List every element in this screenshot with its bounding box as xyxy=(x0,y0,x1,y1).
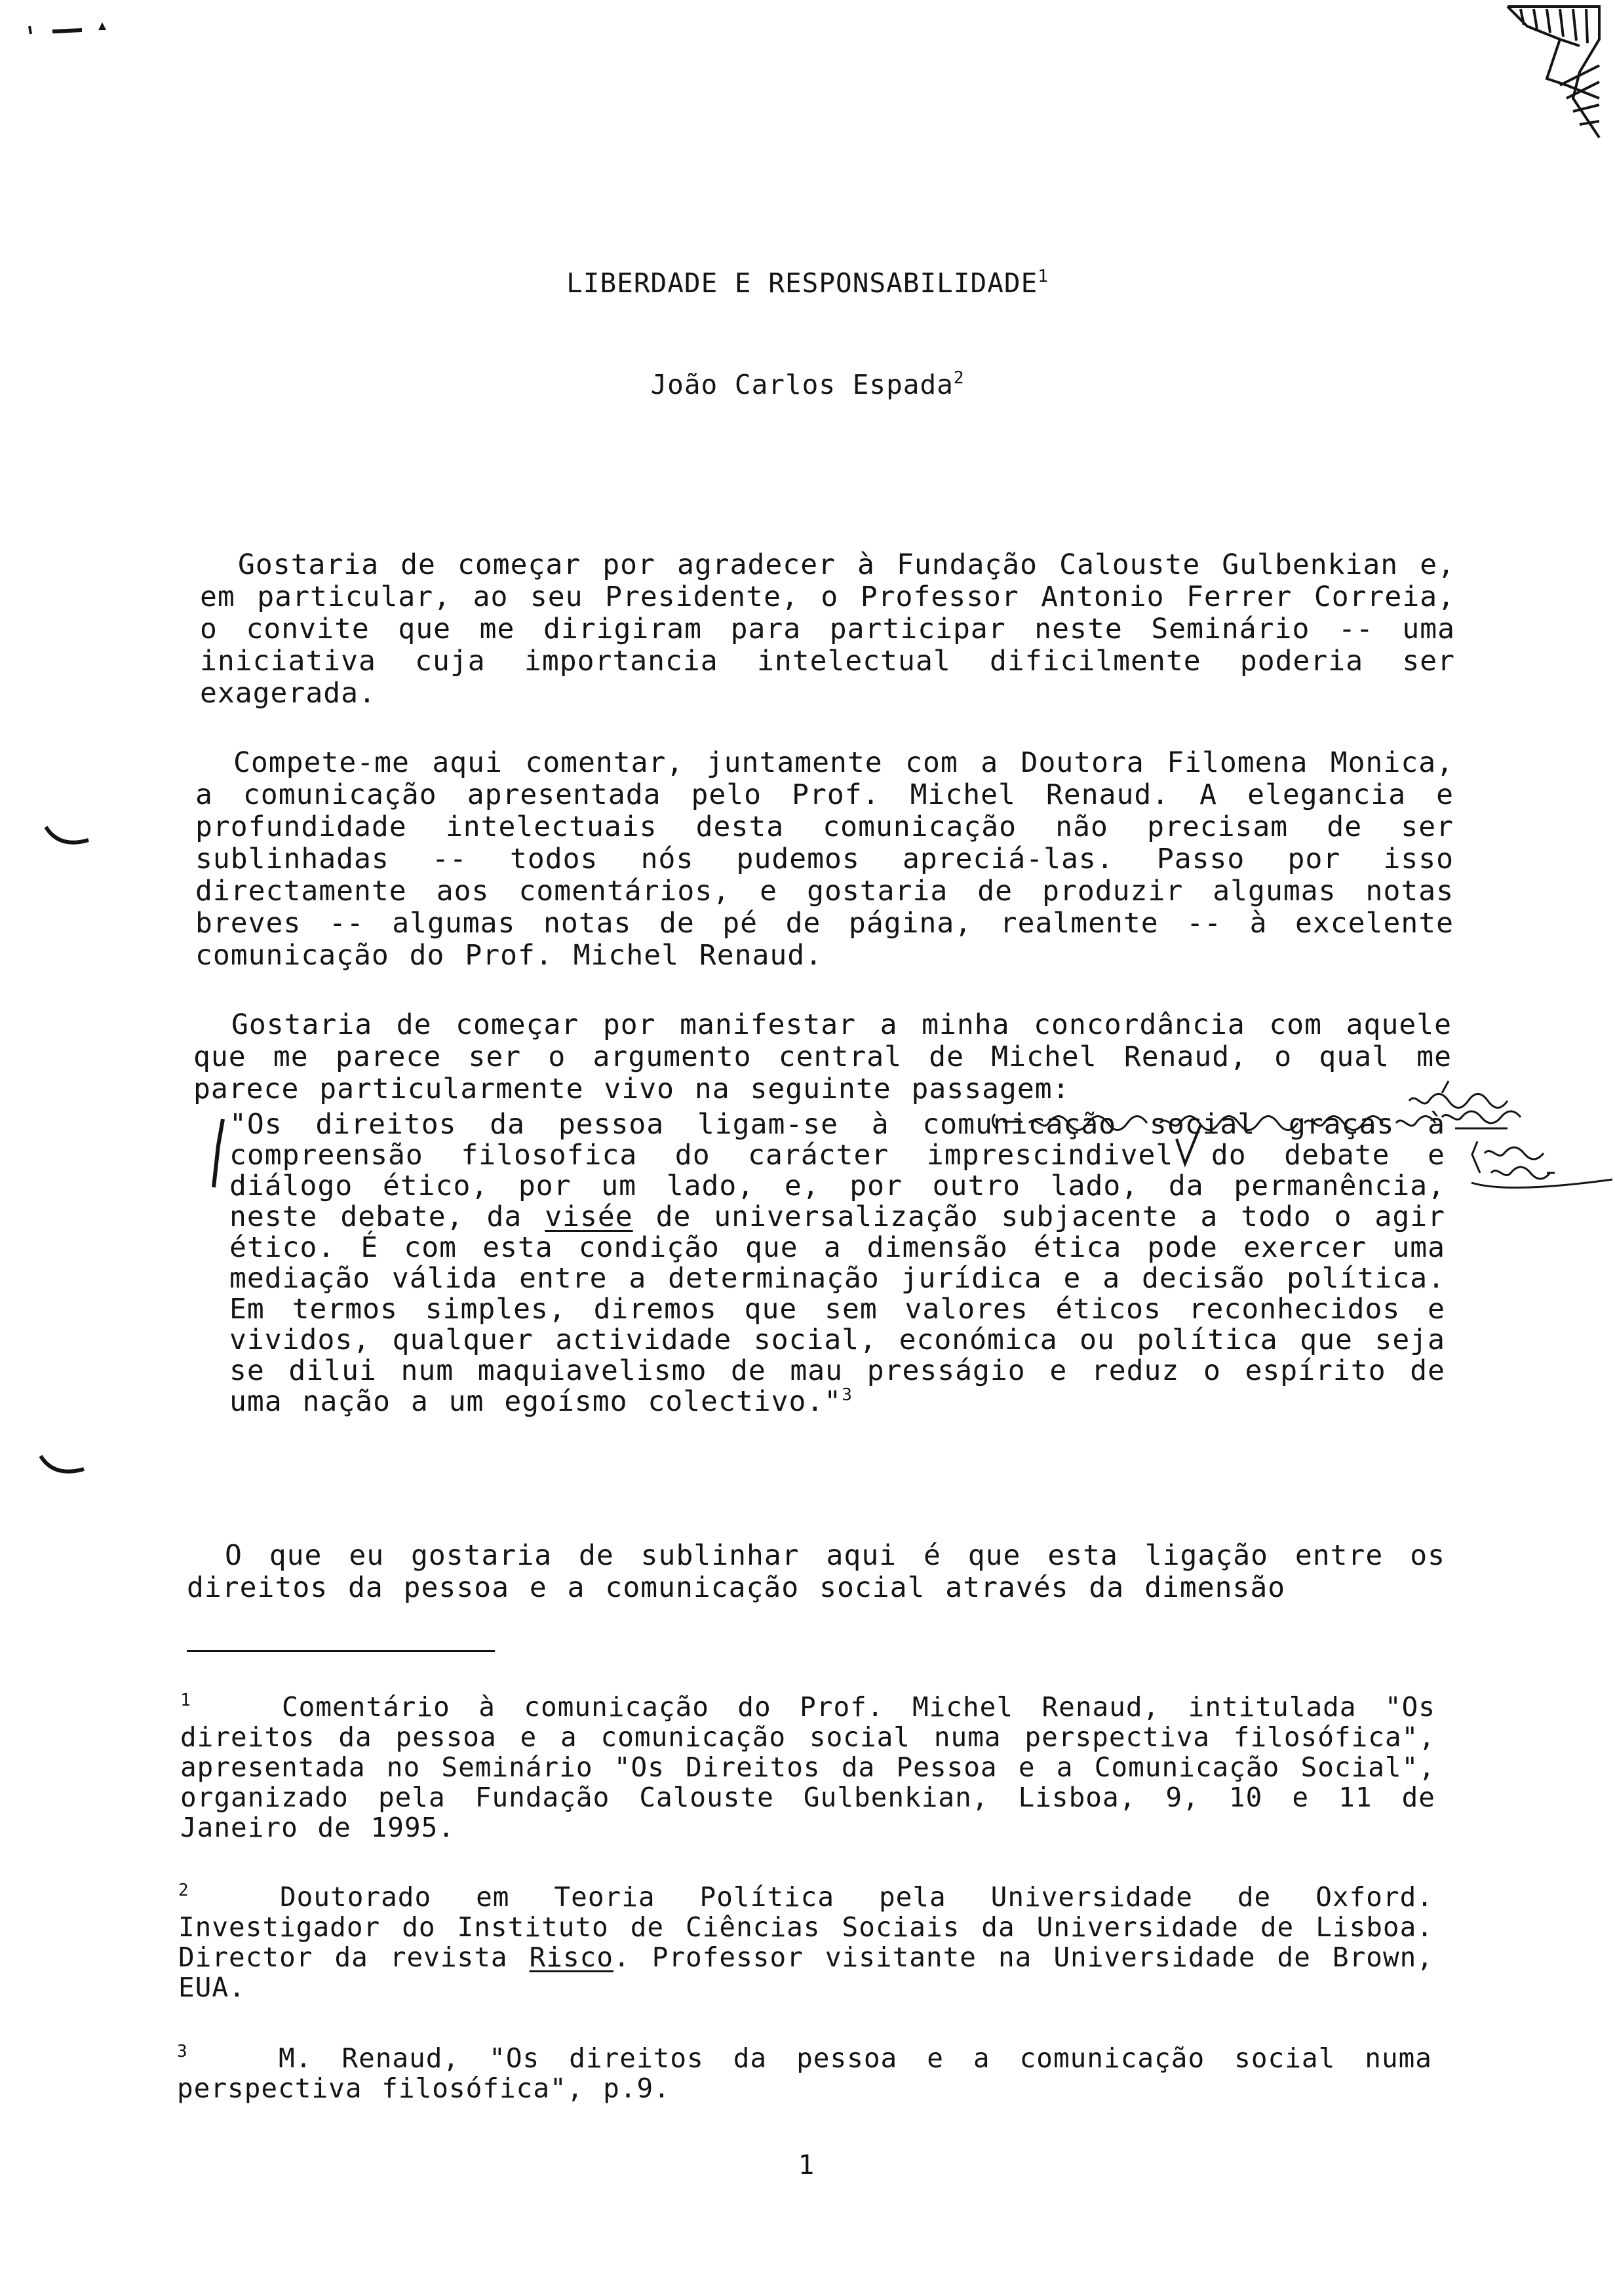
footnote-3-text: M. Renaud, "Os direitos da pessoa e a comunicação social numa perspectiva filosófica", p.9. xyxy=(177,2042,1432,2104)
paragraph-4-text: O que eu gostaria de sublinhar aqui é que esta ligação entre os direitos da pessoa e a comunicação social através da dimensão xyxy=(187,1539,1445,1604)
quote-emphasis-visee: visée xyxy=(545,1200,633,1233)
author-name xyxy=(0,369,1615,400)
corner-stamp-icon xyxy=(1508,7,1599,138)
author-footnote-ref: 2 xyxy=(953,368,965,388)
footnote-2-number: 2 xyxy=(178,1881,189,1900)
footnote-1-number: 1 xyxy=(180,1691,191,1710)
footnote-1-text: Comentário à comunicação do Prof. Michel Renaud, intitulada "Os direitos da pessoa e a comunicação social numa perspectiva filosófica", apresentada no Seminário "Os Direitos da Pessoa e a Comunicação Social", organizado pela Fundação Calouste Gulbenkian, Lisboa, 9, 10 e 11 de Janeiro de 1995. xyxy=(180,1691,1435,1843)
title-text: LIBERDADE E RESPONSABILIDADE xyxy=(566,267,1038,299)
quote-footnote-ref: 3 xyxy=(842,1385,853,1405)
footnote-1 xyxy=(180,1692,1435,1843)
title-footnote-ref: 1 xyxy=(1038,267,1049,286)
paragraph-2 xyxy=(195,747,1454,972)
quote-text-before: "Os direitos da pessoa ligam-se à comunicação social graças à compreensão filosofica do carácter imprescindivel do debate e diálogo ético, por um lado, e, por outro lado, da permanência, neste debate, da xyxy=(229,1108,1445,1233)
footnote-3 xyxy=(177,2043,1432,2103)
footnote-2-text-after: . Professor visitante na Universidade de Brown, EUA. xyxy=(178,1942,1433,2003)
block-quote xyxy=(229,1109,1445,1417)
paragraph-4 xyxy=(187,1540,1445,1604)
footnote-2 xyxy=(178,1882,1433,2002)
author-text: João Carlos Espada xyxy=(650,369,954,400)
margin-mark-icon xyxy=(46,827,88,843)
page-number: 1 xyxy=(798,2149,815,2181)
paragraph-2-text: Compete-me aqui comentar, juntamente com a Doutora Filomena Monica, a comunicação apresentada pelo Prof. Michel Renaud. A elegancia e profundidade intelectuais desta comunicação não precisam de ser sublinhadas -- todos nós pudemos apreciá-las. Passo por isso directamente aos comentários, e gostaria de produzir algumas notas breves -- algumas notas de pé de página, realmente -- à excelente comunicação do Prof. Michel Renaud. xyxy=(195,746,1454,972)
scan-speck-mark xyxy=(29,22,106,34)
paragraph-1 xyxy=(200,549,1455,710)
footnote-2-emphasis-risco: Risco xyxy=(529,1942,614,1973)
quote-bracket-mark xyxy=(214,1119,223,1187)
document-title xyxy=(0,267,1615,299)
footnote-3-number: 3 xyxy=(177,2042,188,2061)
paragraph-3 xyxy=(193,1009,1452,1105)
margin-mark-icon xyxy=(41,1456,84,1472)
quote-text-after: de universalização subjacente a todo o agir ético. É com esta condição que a dimensão ética pode exercer uma mediação válida entre a determinação jurídica e a decisão política. Em termos simples, diremos que sem valores éticos reconhecidos e vividos, qualquer actividade social, económica ou política que seja se dilui num maquiavelismo de mau presságio e reduz o espírito de uma nação a um egoísmo colectivo." xyxy=(229,1200,1445,1418)
paragraph-3-text: Gostaria de começar por manifestar a minha concordância com aquele que me parece ser o argumento central de Michel Renaud, o qual me parece particularmente vivo na seguinte passagem: xyxy=(193,1008,1452,1105)
footnote-separator xyxy=(187,1650,495,1652)
footnote-2-text-before: Doutorado em Teoria Política pela Universidade de Oxford. Investigador do Instituto de Ciências Sociais da Universidade de Lisboa. Director da revista xyxy=(178,1881,1433,1973)
paragraph-1-text: Gostaria de começar por agradecer à Fundação Calouste Gulbenkian e, em particular, ao seu Presidente, o Professor Antonio Ferrer Correia, o convite que me dirigiram para participar neste Seminário -- uma iniciativa cuja importancia intelectual dificilmente poderia ser exagerada. xyxy=(200,548,1455,710)
